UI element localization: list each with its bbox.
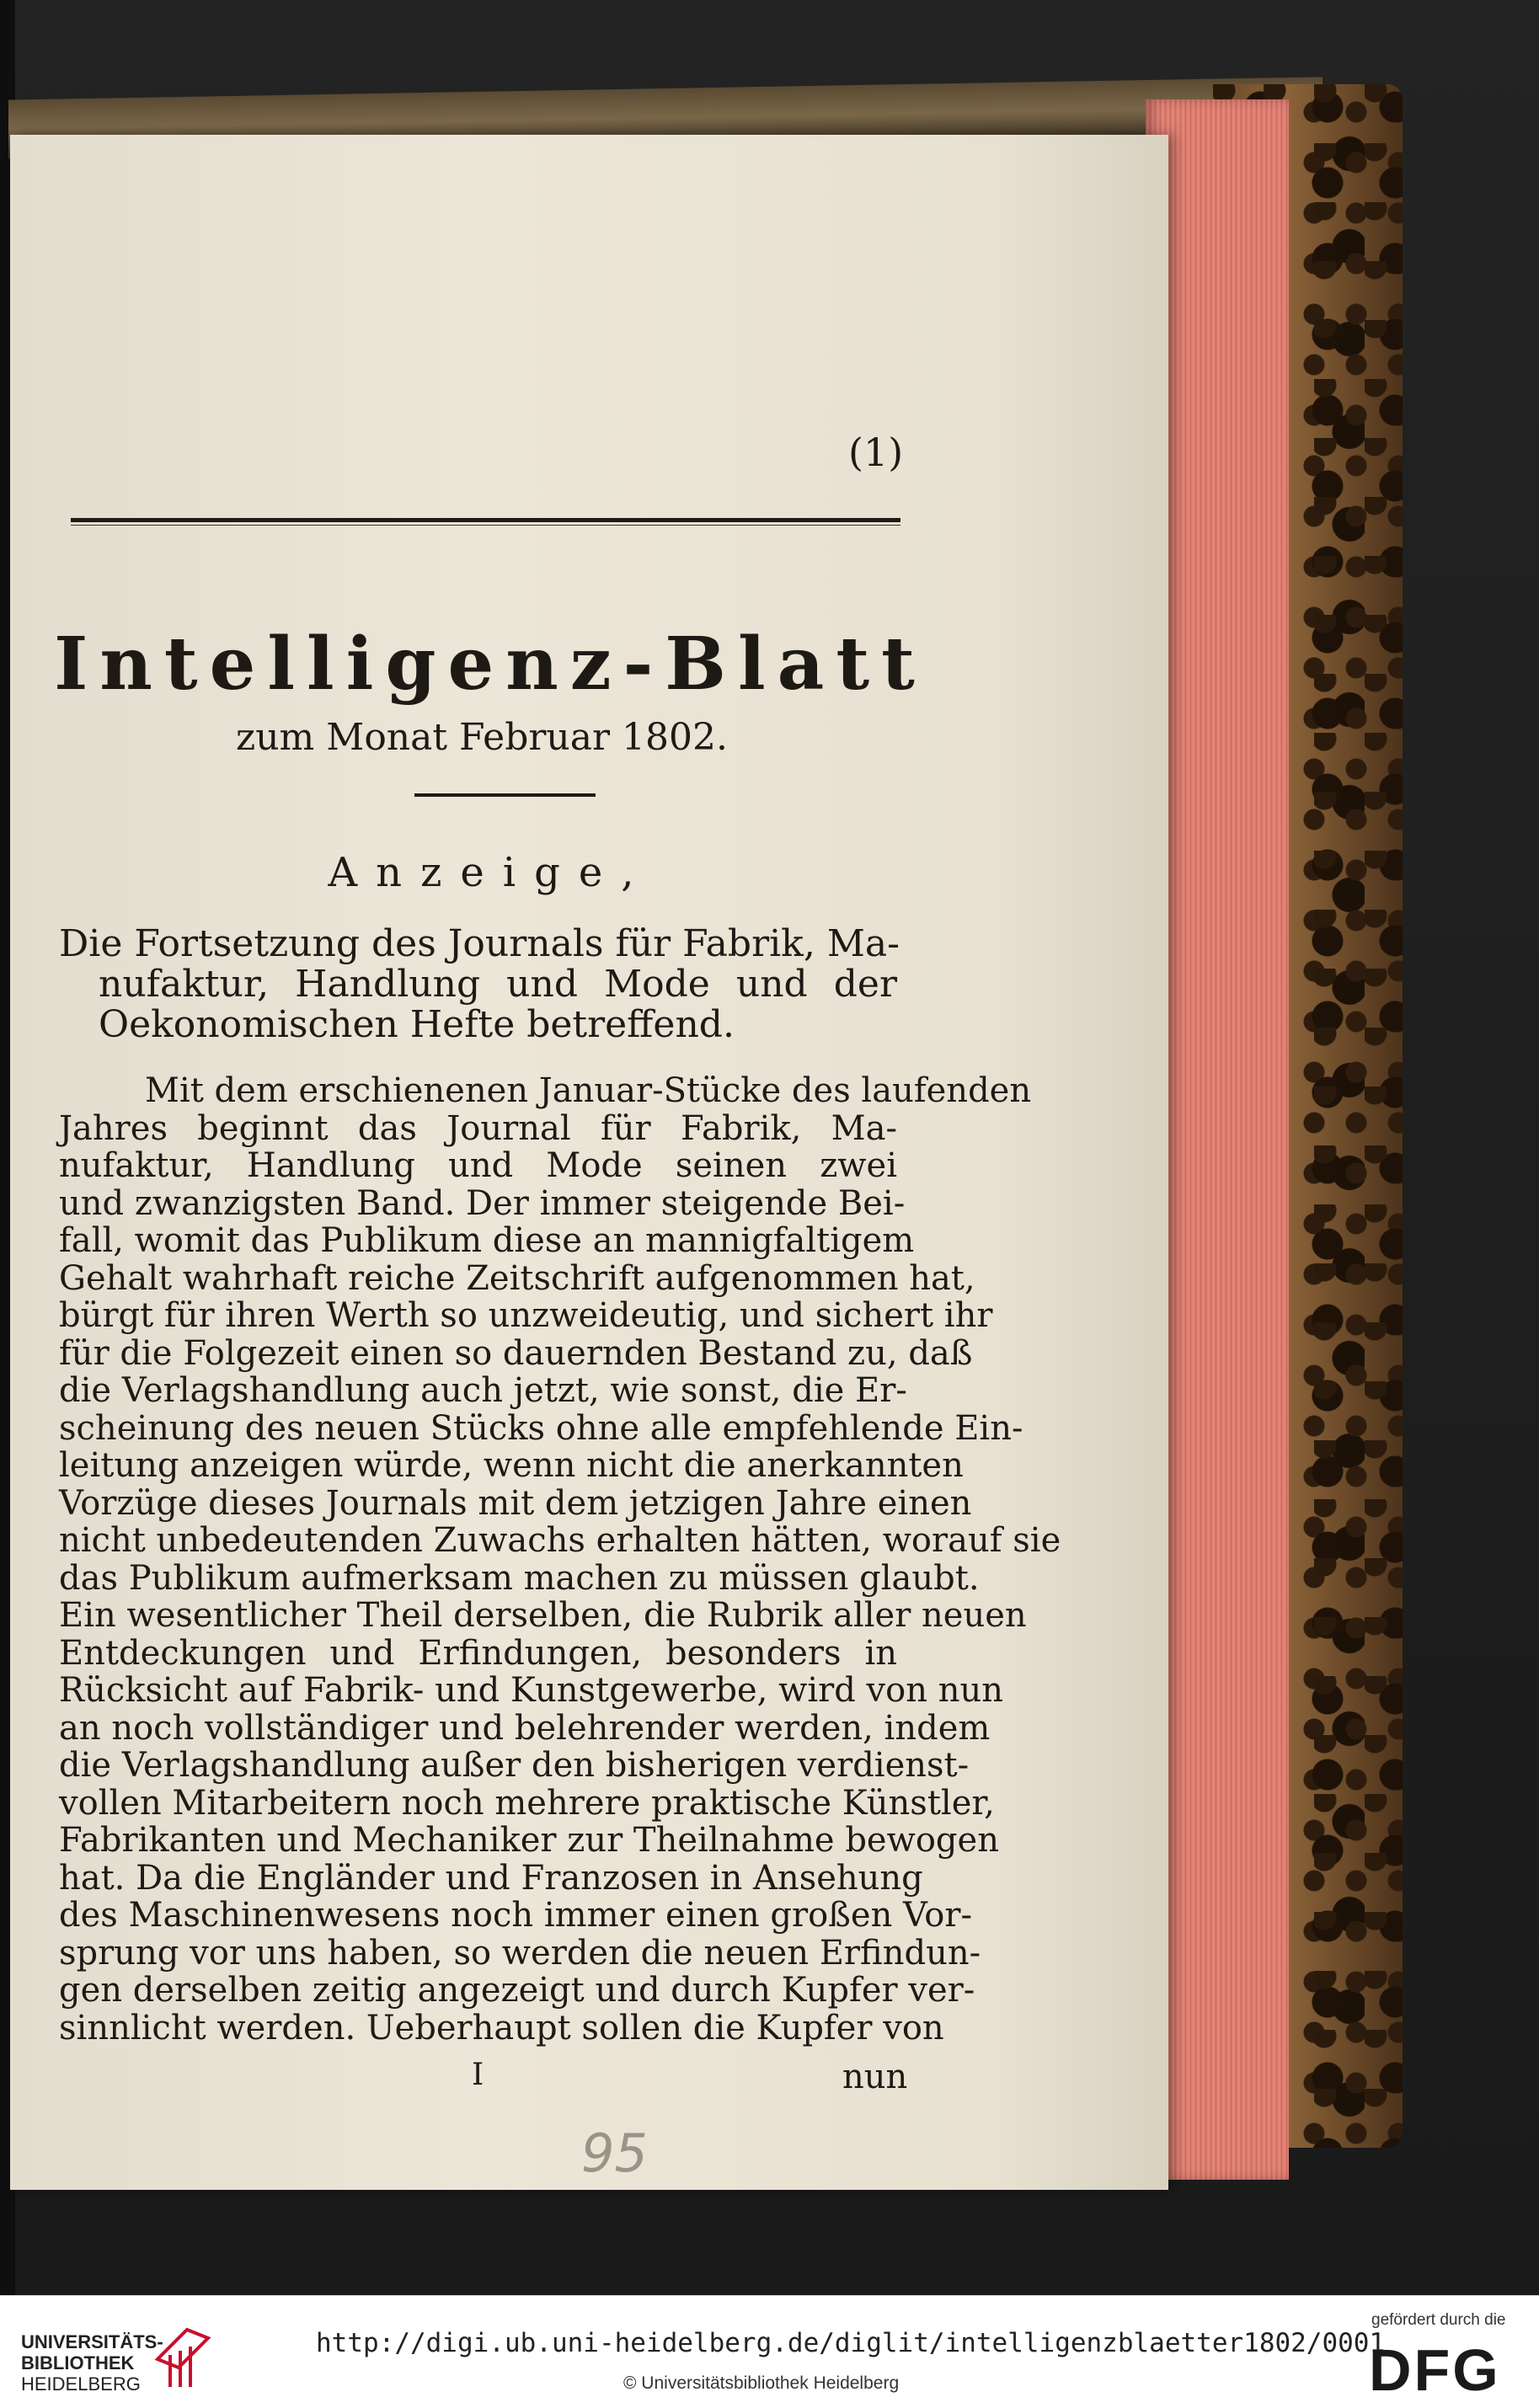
signature-mark: I [472, 2058, 484, 2092]
page-title: Intelligenz-Blatt [54, 622, 927, 707]
body-line: die Verlagshandlung auch jetzt, wie sonst, die Er- [59, 1371, 907, 1410]
body-line: sinnlicht werden. Ueberhaupt sollen die Kupfer von [59, 2008, 944, 2048]
body-line: Fabrikanten und Mechaniker zur Theilnahme bewogen [59, 1821, 999, 1860]
body-line: an noch vollständiger und belehrender werden, indem [59, 1708, 991, 1748]
body-line: bürgt für ihren Werth so unzweideutig, und sichert ihr [59, 1296, 993, 1335]
body-line: des Maschinenwesens noch immer einen großen Vor- [59, 1896, 972, 1935]
heading-line: Die Fortsetzung des Journals für Fabrik, Ma- [59, 922, 900, 965]
section-title: Anzeige, [328, 849, 653, 896]
permalink-url[interactable]: http://digi.ub.uni-heidelberg.de/diglit/intelligenzblaetter1802/0001 [316, 2328, 1386, 2358]
library-logo-text [21, 2331, 163, 2395]
body-line: Rücksicht auf Fabrik- und Kunstgewerbe, wird von nun [59, 1671, 1003, 1710]
body-line: Jahres beginnt das Journal für Fabrik, Ma- [59, 1108, 897, 1148]
title-divider [414, 793, 596, 797]
body-line: fall, womit das Publikum diese an mannigfaltigem [59, 1221, 915, 1260]
body-line: Mit dem erschienenen Januar-Stücke des laufenden [145, 1071, 1032, 1110]
body-line: scheinung des neuen Stücks ohne alle empfehlende Ein- [59, 1408, 1023, 1448]
book-page [10, 135, 1168, 2190]
body-line: hat. Da die Engländer und Franzosen in Ansehung [59, 1858, 923, 1898]
body-line: gen derselben zeitig angezeigt und durch Kupfer ver- [59, 1971, 975, 2010]
body-line: Gehalt wahrhaft reiche Zeitschrift aufgenommen hat, [59, 1258, 975, 1298]
copyright-notice: © Universitätsbibliothek Heidelberg [623, 2373, 900, 2393]
heading-line: Oekonomischen Hefte betreffend. [99, 1003, 735, 1046]
library-line: UNIVERSITÄTS- [21, 2331, 163, 2352]
page-number: (1) [848, 430, 904, 475]
library-line: HEIDELBERG [21, 2373, 141, 2395]
body-line: vollen Mitarbeitern noch mehrere praktische Künstler, [59, 1783, 995, 1823]
footer-bar [0, 2295, 1539, 2408]
page-subtitle: zum Monat Februar 1802. [236, 716, 728, 759]
body-line: die Verlagshandlung außer den bisherigen verdienst- [59, 1746, 970, 1785]
funding-label: gefördert durch die [1371, 2311, 1506, 2329]
library-logo-icon [153, 2321, 212, 2389]
body-line: für die Folgezeit einen so dauernden Bestand zu, daß [59, 1333, 973, 1373]
header-rule [71, 518, 900, 522]
body-line: nicht unbedeutenden Zuwachs erhalten hätten, worauf sie [59, 1521, 1061, 1560]
body-line: Ein wesentlicher Theil derselben, die Rubrik aller neuen [59, 1596, 1027, 1635]
body-line: und zwanzigsten Band. Der immer steigende Bei- [59, 1183, 906, 1223]
body-line: Entdeckungen und Erfindungen, besonders in [59, 1633, 897, 1673]
body-line: das Publikum aufmerksam machen zu müssen glaubt. [59, 1558, 980, 1598]
library-line: BIBLIOTHEK [21, 2352, 135, 2373]
body-line: leitung anzeigen würde, wenn nicht die anerkannten [59, 1446, 964, 1485]
body-line: nufaktur, Handlung und Mode seinen zwei [59, 1146, 897, 1185]
body-line: sprung vor uns haben, so werden die neuen Erfindun- [59, 1933, 981, 1973]
body-line: Vorzüge dieses Journals mit dem jetzigen Jahre einen [59, 1483, 972, 1523]
heading-line: nufaktur, Handlung und Mode und der [99, 963, 897, 1006]
catchword: nun [842, 2058, 908, 2096]
dfg-logo: DFG [1369, 2337, 1501, 2403]
pencil-note: 95 [581, 2122, 648, 2184]
